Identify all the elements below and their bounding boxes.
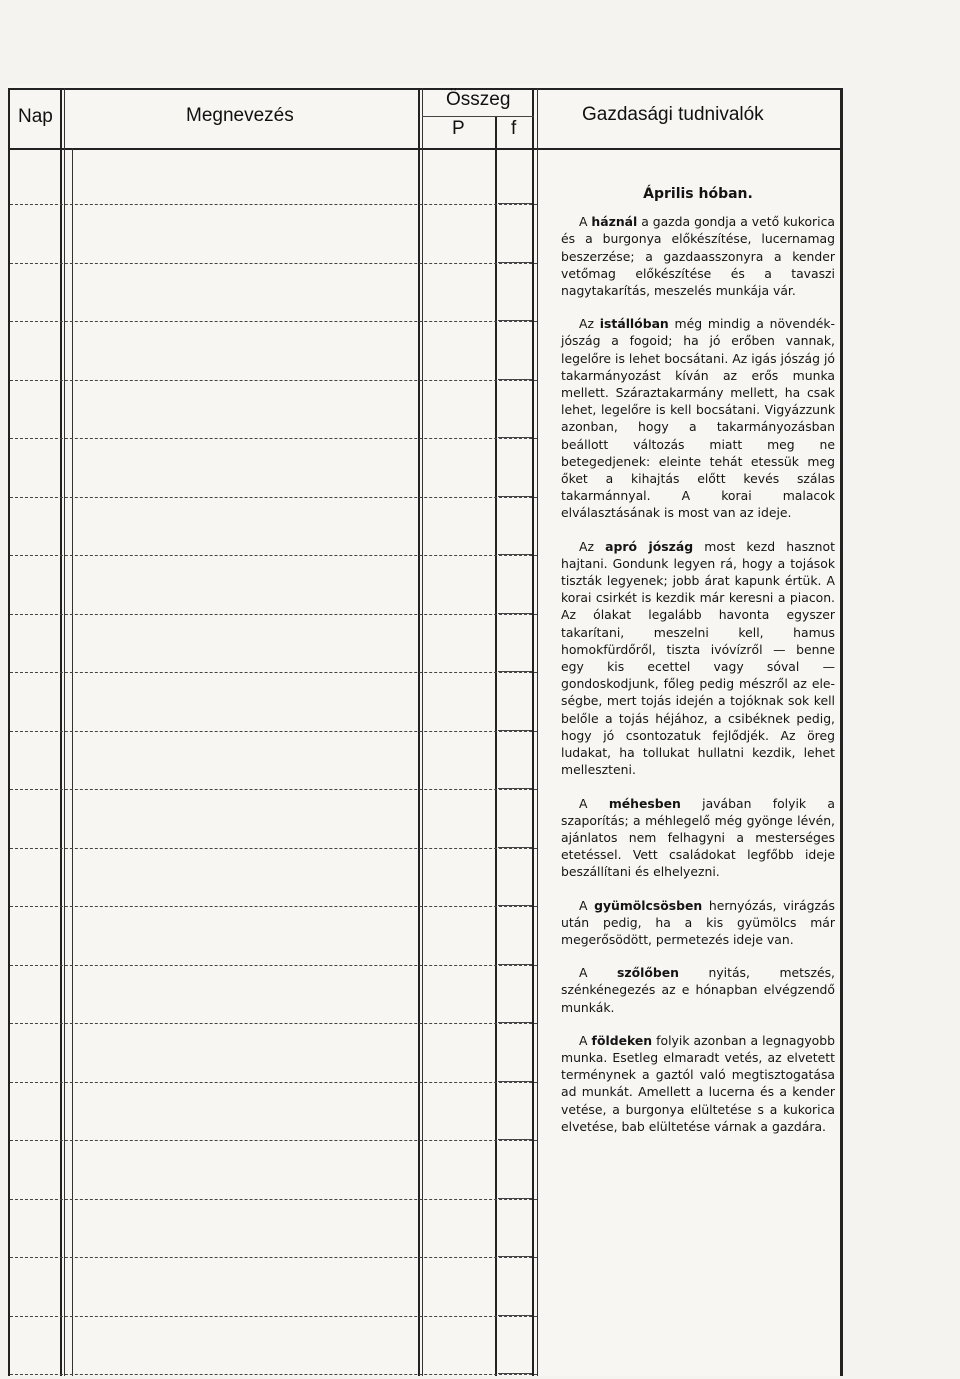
note-paragraph: A gyümölcsösben hernyózás, virágzás után pedig, ha a kis gyümölcs már megerősödött, permetezés ideje van. bbox=[561, 897, 835, 947]
row-rule bbox=[10, 965, 537, 966]
row-rule bbox=[10, 380, 537, 381]
row-rule bbox=[10, 1082, 537, 1083]
row-rule bbox=[10, 672, 537, 673]
note-paragraph: A földeken folyik azonban a legnagyobb munka. Esetleg elmaradt vetés, az elvetett terménynek a gaztól való megtisztogatása ad munkát. Amellett a lucerna és a kender vetése, a burgonya elültetése s a kukorica elvetése, bab elültetése várnak a gazdára. bbox=[561, 1032, 835, 1134]
osszeg-subheader-line bbox=[422, 116, 534, 117]
amount-row-rule bbox=[498, 203, 532, 204]
amount-row-rule bbox=[498, 905, 532, 906]
amount-row-rule bbox=[498, 964, 532, 965]
amount-row-rule bbox=[498, 554, 532, 555]
amount-row-rule bbox=[498, 1256, 532, 1257]
amount-row-rule bbox=[498, 1198, 532, 1199]
col-divider-megnevezes-double bbox=[422, 88, 423, 1376]
header-p: P bbox=[452, 118, 465, 139]
row-rule bbox=[10, 1023, 537, 1024]
col-divider-osszeg-double bbox=[537, 88, 538, 1376]
amount-row-rule bbox=[498, 788, 532, 789]
col-divider-osszeg bbox=[532, 88, 534, 1376]
row-rule bbox=[10, 906, 537, 907]
note-paragraph: Az apró jószág most kezd hasznot hajtani. Gondunk legyen rá, hogy a tojások tiszták legyenek; jobb árat kapunk értük. A korai csirkét is kezdik már keresni a piacon. Az ólakat legalább havonta egyszer takarítani, meszelni kell, hamus homokfürdőről, tiszta ivóvízről — benne egy kis ecettel vagy sóval — gondoskodjunk, főleg pedig mészről az ele-ségbe, mert tojás idején a tojóknak sok kell belőle a tojás héjához, a csibéknek pedig, hogy jó csontozatuk fejlődjék. Az öreg ludakat, ha tollukat hullatni kezdik, lehet melleszteni. bbox=[561, 538, 835, 778]
col-divider-megnevezes bbox=[418, 88, 420, 1376]
row-rule bbox=[10, 555, 537, 556]
row-rule bbox=[10, 1374, 537, 1375]
amount-row-rule bbox=[498, 671, 532, 672]
row-rule bbox=[10, 438, 537, 439]
header-nap: Nap bbox=[18, 106, 53, 127]
col-divider-p-f bbox=[495, 116, 497, 1376]
amount-row-rule bbox=[498, 496, 532, 497]
row-rule bbox=[10, 789, 537, 790]
row-rule bbox=[10, 731, 537, 732]
left-border bbox=[8, 88, 10, 1376]
amount-row-rule bbox=[498, 1373, 532, 1374]
row-rule bbox=[10, 1257, 537, 1258]
row-rule bbox=[10, 321, 537, 322]
row-rule bbox=[10, 1199, 537, 1200]
header-osszeg: Összeg bbox=[446, 89, 511, 110]
amount-row-rule bbox=[498, 1022, 532, 1023]
amount-row-rule bbox=[498, 437, 532, 438]
ledger-page bbox=[8, 84, 842, 1376]
amount-row-rule bbox=[498, 613, 532, 614]
amount-row-rule bbox=[498, 1315, 532, 1316]
row-rule bbox=[10, 1316, 537, 1317]
col-divider-nap-double bbox=[64, 88, 65, 1376]
right-border bbox=[840, 88, 843, 1376]
header-tudnivalok: Gazdasági tudnivalók bbox=[582, 104, 764, 125]
row-rule bbox=[10, 497, 537, 498]
col-divider-inner bbox=[72, 148, 73, 1376]
amount-row-rule bbox=[498, 320, 532, 321]
header-bottom-border bbox=[8, 148, 842, 150]
amount-row-rule bbox=[498, 262, 532, 263]
row-rule bbox=[10, 848, 537, 849]
top-border bbox=[8, 88, 842, 90]
note-paragraph: A háznál a gazda gondja a vető kukorica és a burgonya előkészítése, lucernamag beszerzése; a gazdaasszonyra a kender vetőmag előkészítése és a tavaszi nagytakarítás, meszelés munkája vár. bbox=[561, 214, 835, 299]
note-paragraph: A méhesben javában folyik a szaporítás; a méhlegelő még gyönge lévén, ajánlatos nem felhagyni a mesterséges etetéssel. Vett családokat legfőbb ideje beszállítani és elhelyezni. bbox=[561, 795, 835, 880]
amount-row-rule bbox=[498, 1081, 532, 1082]
farming-notes bbox=[561, 186, 835, 1151]
row-rule bbox=[10, 614, 537, 615]
amount-row-rule bbox=[498, 379, 532, 380]
col-divider-nap bbox=[60, 88, 62, 1376]
header-megnevezes: Megnevezés bbox=[186, 105, 294, 126]
row-rule bbox=[10, 1140, 537, 1141]
amount-row-rule bbox=[498, 730, 532, 731]
note-paragraph: A szőlőben nyitás, metszés, szénkénegezés az e hónapban elvégzendő munkák. bbox=[561, 965, 835, 1015]
amount-row-rule bbox=[498, 847, 532, 848]
note-paragraph: Az istállóban még mindig a növendék-jószág a fogoid; ha jó erőben vannak, legelőre is lehet bocsátani. Az igás jószág jó takarmányozást kíván az erős munka mellett. Száraztakarmány mellett, ha csak lehet, legelőre is kell bocsátani. Vigyázzunk azonban, hogy a takarmányozásban beállott változás miatt meg ne betegedjenek: eleinte tehát etessük meg őket a kihajtás előtt kevés szálas takarmánnyal. A korai malacok elválasztásának is most van az ideje. bbox=[561, 316, 835, 521]
row-rule bbox=[10, 263, 537, 264]
notes-title: Április hóban. bbox=[643, 186, 753, 202]
header-f: f bbox=[511, 118, 517, 139]
row-rule bbox=[10, 204, 537, 205]
amount-row-rule bbox=[498, 1139, 532, 1140]
